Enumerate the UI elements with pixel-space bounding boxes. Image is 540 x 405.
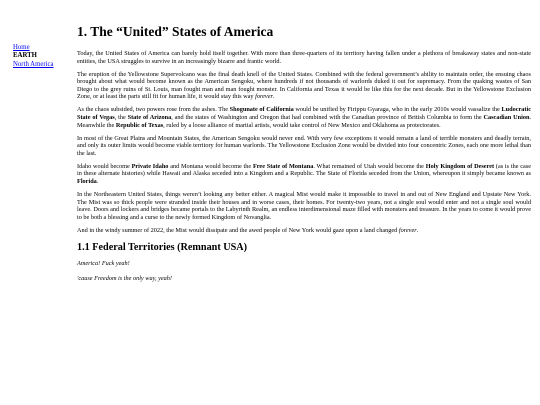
text-run: . What remained of Utah would become the [313, 162, 426, 170]
paragraph-two-powers [77, 106, 531, 129]
bold-cascadian-union: Cascadian Union [483, 114, 530, 122]
text-run: , and the states of Washington and Oregon that had combined with the Canadian province of British Columbia to form the [171, 114, 484, 122]
bold-private-idaho: Private Idaho [131, 162, 169, 170]
text-run: . [96, 178, 99, 186]
bold-shogunate-of-california: Shogunate of California [229, 106, 294, 114]
text-run: And in the windy summer of 2022, the Mist would dissipate and the awed people of New York would gaze upon a land changed [77, 226, 399, 234]
paragraph-yellowstone [77, 71, 531, 101]
page-title: 1. The “United” States of America [77, 24, 274, 39]
article [77, 24, 531, 291]
text-run: , the [114, 114, 128, 122]
text-run: . Meanwhile the [77, 114, 531, 129]
text-run: , ruled by a loose alliance of martial artists, would take control of New Mexico and Oklahoma as protectorates. [163, 121, 441, 129]
text-run: The eruption of the Yellowstone Supervolcano was the final death knell of the United States. Combined with the federal government’s ability to maintain order, the ensuing chaos brought about what would become known as the American Sengoku, where hundreds if not thousands of warlords duked it out for supremacy. From the quaking wastes of San Diego to the grey ruins of St. Louis, man fought man and man fought monster. In California and Texas it would be like this for the next decade. But in the Yellowstone Exclusion Zone, or at least the parts still fit for human life, it would stay this way [77, 70, 531, 101]
bold-republic-of-texas: Republic of Texas [115, 121, 164, 129]
sidebar-nav [13, 44, 75, 69]
nav-current-earth: EARTH [13, 52, 37, 60]
quote-line: 'cause Freedom is the only way, yeah! [77, 275, 173, 283]
quote-line: America! Fuck yeah! [77, 259, 130, 267]
paragraph-great-plains: In most of the Great Plains and Mountain States, the American Sengoku would never end. With very few exceptions it would remain a land of terrible monsters and deadly terrain, and only its outer limits would become viable territory for human warlords. The Yellowstone Exclusion Zone would be divided into four concentric Zones, each one more lethal than the last. [77, 134, 531, 157]
emphasis-forever: forever [398, 226, 417, 234]
bold-ludocratic-state-of-vegas: Ludocratic State of Vegas [77, 106, 531, 122]
text-run: would be unified by Firippu Gyaraga, who in the early 2010s would vassalize the [293, 106, 502, 114]
text-run: Idaho would become [77, 162, 132, 170]
paragraph-northeast: In the Northeastern United States, things weren’t looking any better either. A magical Mist would make it impossible to travel in and out of New England and Upstate New York. The Mist was so thick people were stranded inside their houses and in worse cases, their homes. For twenty-two years, not a single soul would enter and not a single soul would leave. Doors and lockers and bridges became portals to the Labyrinth Realm, an endless interdimensional maze filled with monsters and treasure. In the years to come it would prove to be both a blessing and a curse to the newly formed Kingdom of Novanglia. [77, 191, 531, 221]
paragraph-states [77, 163, 531, 186]
bold-florida: Florida [77, 178, 97, 186]
nav-link-north-america[interactable]: North America [13, 60, 54, 68]
section-heading-federal-territories: 1.1 Federal Territories (Remnant USA) [77, 241, 248, 253]
paragraph-intro: Today, the United States of America can barely hold itself together. With more than three-quarters of its territory having fallen under a plethora of breakaway states and non-state entities, the USA struggles to survive in an increasingly bizarre and frantic world. [77, 50, 531, 65]
bold-free-state-of-montana: Free State of Montana [252, 162, 314, 170]
nav-link-home[interactable]: Home [13, 44, 30, 51]
text-run: . [416, 226, 419, 234]
text-run: and Montana would become the [168, 162, 253, 170]
paragraph-mist [77, 227, 531, 235]
emphasis-forever: forever [255, 93, 273, 101]
text-run: As the chaos subsided, two powers rose from the ashes. The [77, 106, 230, 114]
text-run: (as is the case in these alternate histories) while Hawaii and Alaska seceded into a Kingdom and a Republic. The State of Florida seceded from the Union, whereupon it simply became known as [77, 162, 532, 178]
bold-holy-kingdom-of-deseret: Holy Kingdom of Deseret [425, 162, 495, 170]
bold-state-of-arizona: State of Arizona [127, 114, 172, 122]
text-run: . [272, 93, 275, 101]
